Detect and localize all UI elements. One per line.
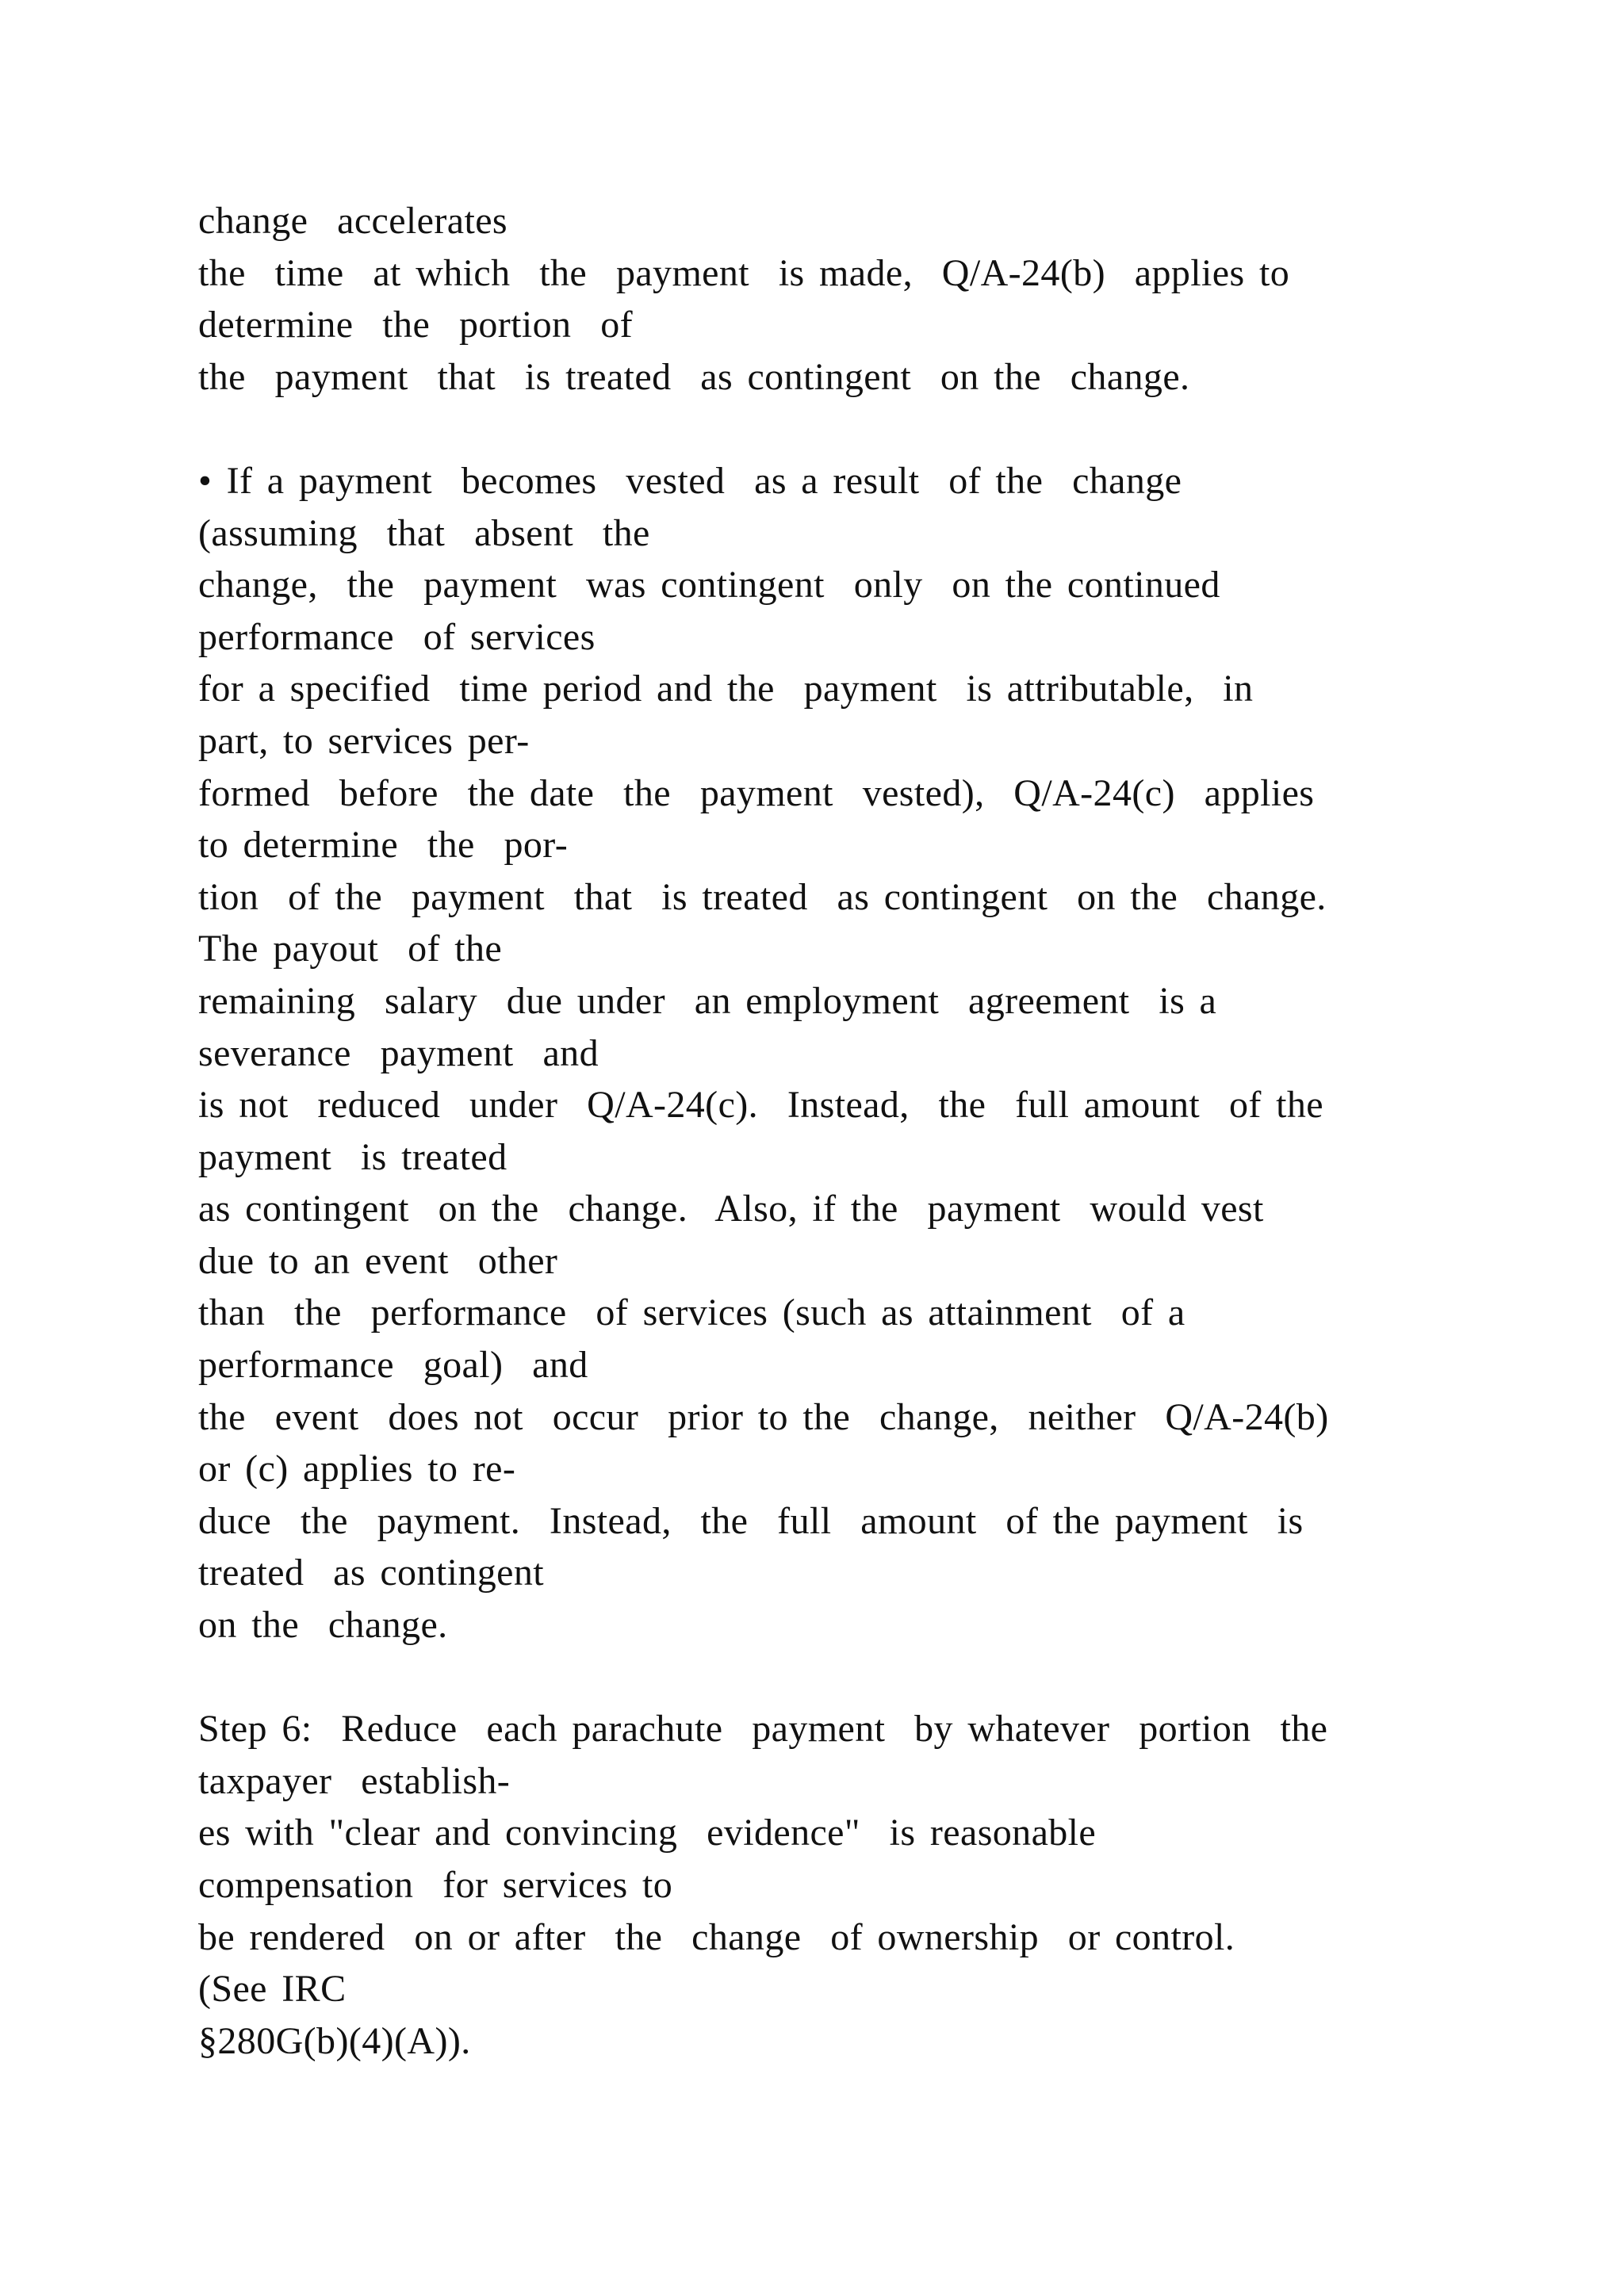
paragraph-spacer <box>198 403 1483 455</box>
text-line: treated as contingent <box>198 1552 544 1594</box>
text-line: compensation for services to <box>198 1864 673 1906</box>
text-line: Step 6: Reduce each parachute payment by whatever portion the <box>198 1708 1328 1751</box>
text-line: • If a payment becomes vested as a result of the change <box>198 459 1182 502</box>
text-line: as contingent on the change. Also, if the payment would vest <box>198 1188 1264 1230</box>
text-line: (See IRC <box>198 1968 347 2011</box>
text-line: es with "clear and convincing evidence" is reasonable <box>198 1812 1097 1854</box>
text-line: formed before the date the payment vested), Q/A-24(c) applies <box>198 771 1315 814</box>
text-line: the event does not occur prior to the change, neither Q/A-24(b) <box>198 1395 1329 1438</box>
text-line: remaining salary due under an employment agreement is a <box>198 979 1217 1022</box>
text-line: performance goal) and <box>198 1344 588 1387</box>
document-body <box>198 195 1483 2067</box>
paragraph-vesting-acceleration <box>198 195 1483 403</box>
text-line: duce the payment. Instead, the full amount of the payment is <box>198 1499 1304 1542</box>
text-line: the payment that is treated as contingent on the change. <box>198 355 1190 398</box>
text-line: than the performance of services (such as attainment of a <box>198 1292 1185 1334</box>
text-line: (assuming that absent the <box>198 511 650 554</box>
text-line: §280G(b)(4)(A)). <box>198 2019 471 2062</box>
text-line: on the change. <box>198 1604 448 1647</box>
text-line: is not reduced under Q/A-24(c). Instead, the full amount of the <box>198 1084 1323 1127</box>
text-line: the time at which the payment is made, Q/A-24(b) applies to <box>198 251 1290 294</box>
paragraph-vested-payment-bullet <box>198 455 1483 1651</box>
text-line: for a specified time period and the payment is attributable, in <box>198 668 1254 710</box>
paragraph-step-6 <box>198 1703 1483 2067</box>
text-line: taxpayer establish- <box>198 1759 511 1802</box>
text-line: payment is treated <box>198 1135 508 1178</box>
text-line: determine the portion of <box>198 304 633 346</box>
text-line: or (c) applies to re- <box>198 1448 516 1490</box>
text-line: tion of the payment that is treated as contingent on the change. <box>198 875 1327 918</box>
text-line: due to an event other <box>198 1239 558 1282</box>
text-line: part, to services per- <box>198 719 530 762</box>
text-line: change accelerates <box>198 200 508 242</box>
text-line: to determine the por- <box>198 824 569 867</box>
paragraph-spacer <box>198 1651 1483 1704</box>
text-line: The payout of the <box>198 928 503 970</box>
text-line: severance payment and <box>198 1031 599 1074</box>
text-line: performance of services <box>198 615 596 658</box>
text-line: be rendered on or after the change of ownership or control. <box>198 1915 1235 1958</box>
text-line: change, the payment was contingent only on the continued <box>198 564 1220 607</box>
